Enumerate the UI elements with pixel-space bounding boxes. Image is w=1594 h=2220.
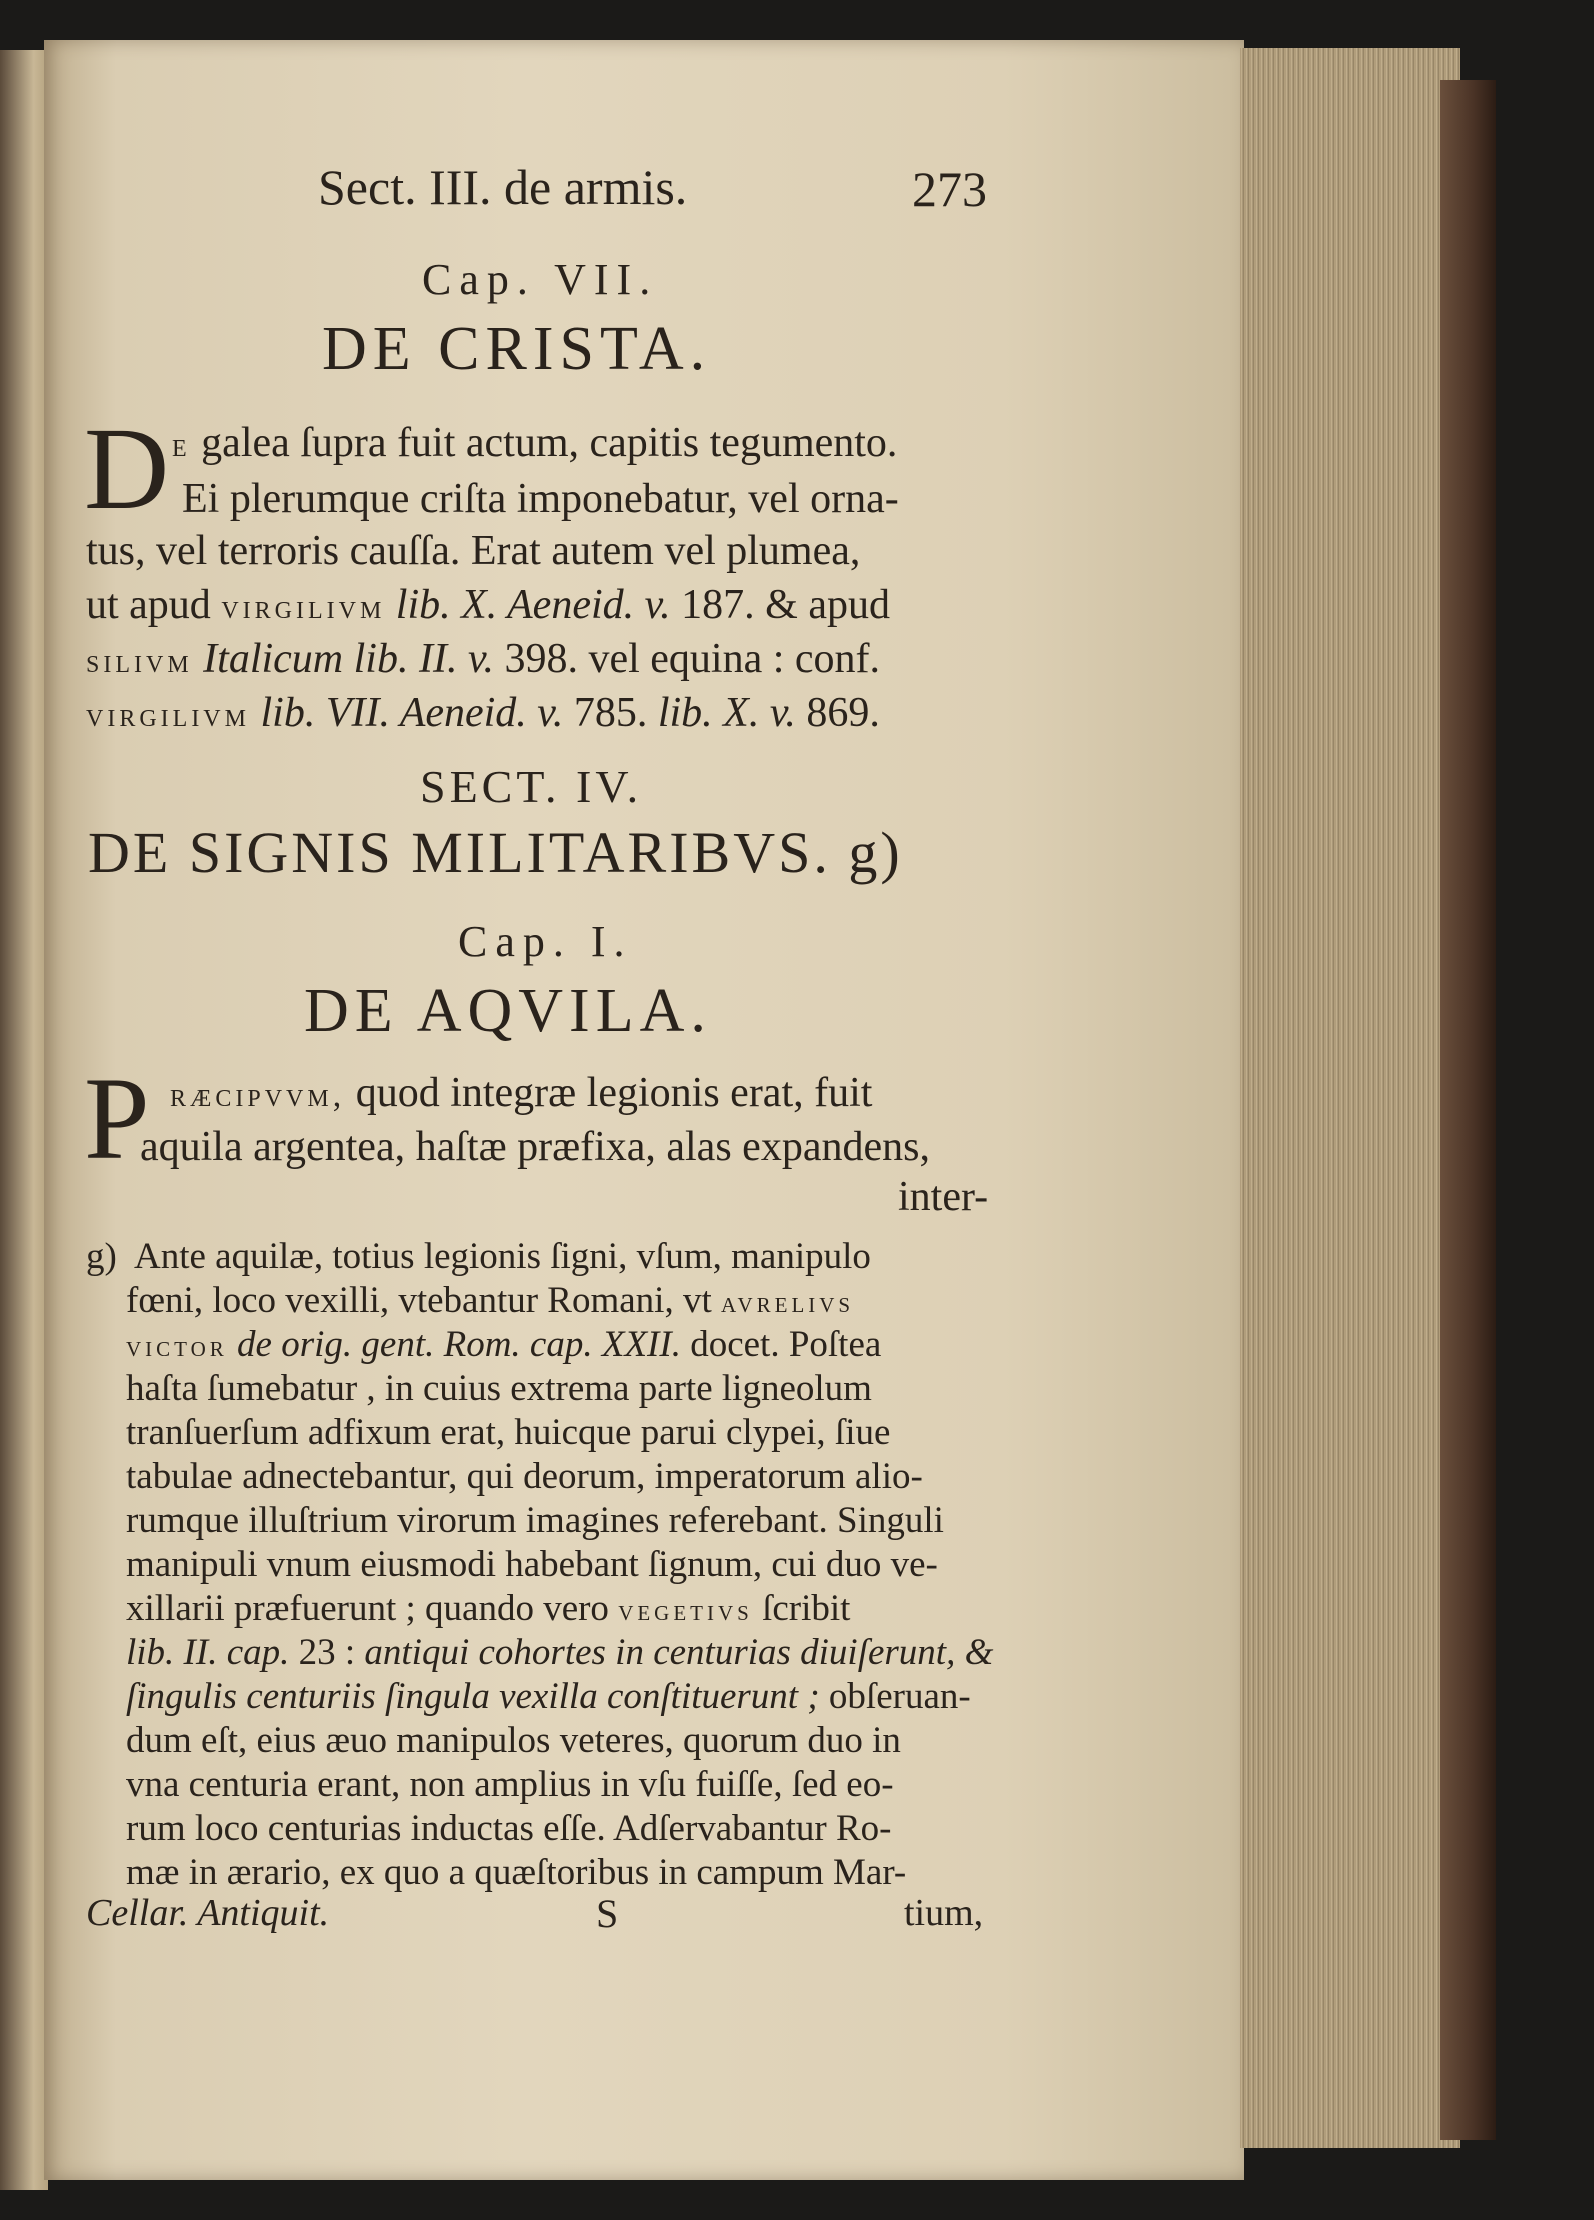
citation: ſingulis centuriis ſingula vexilla conſtituerunt ; xyxy=(126,1676,820,1717)
cap-number: I. xyxy=(590,917,633,966)
footnote-line: tranſuerſum adfixum erat, huicque parui clypei, ſiue xyxy=(126,1412,891,1453)
cap-label: Cap. xyxy=(458,917,572,966)
text-line xyxy=(86,638,880,680)
line-text: 23 : xyxy=(298,1632,356,1673)
book-cover-edge xyxy=(1440,80,1496,2140)
footnote-line xyxy=(126,1282,854,1319)
line-text: ut apud xyxy=(86,582,211,628)
line-text: xillarii præfuerunt ; quando vero xyxy=(126,1588,609,1629)
chapter-title: DE AQVILA. xyxy=(304,977,712,1045)
footnote-line: rum loco centurias inductas eſſe. Adſervabantur Ro- xyxy=(126,1808,892,1849)
footnote-line xyxy=(126,1326,881,1363)
line-text: galea ſupra fuit actum, capitis tegumento. xyxy=(201,420,898,466)
page-block-edges xyxy=(1240,48,1460,2148)
drop-capital: D xyxy=(84,403,170,534)
author-name: avrelivs xyxy=(720,1286,855,1319)
footer-author: Cellar. Antiquit. xyxy=(86,1892,330,1934)
citation: lib. X. Aeneid. v. xyxy=(395,582,671,628)
footnote-line: manipuli vnum eiusmodi habebant ſignum, cui duo ve- xyxy=(126,1544,938,1585)
running-head: Sect. III. de armis. xyxy=(318,159,688,215)
text-line: aquila argentea, haſtæ præfixa, alas expandens, xyxy=(140,1124,930,1170)
author-name: virgilivm xyxy=(86,697,250,734)
drop-capital: P xyxy=(84,1053,150,1184)
footnote-line: tabulae adnectebantur, qui deorum, imperatorum alio- xyxy=(126,1456,923,1497)
line-text: ſcribit xyxy=(762,1588,851,1629)
citation: de orig. gent. Rom. cap. XXII. xyxy=(237,1324,681,1365)
section-title xyxy=(88,820,903,885)
footer-catchword: tium, xyxy=(904,1892,984,1934)
footnote-line xyxy=(126,1634,993,1671)
citation: lib. VII. Aeneid. v. xyxy=(260,690,564,736)
small-caps-text: e xyxy=(172,427,191,464)
line-text: 398. vel equina : conf. xyxy=(504,636,881,682)
signature-mark: S xyxy=(596,1891,619,1936)
section-label: SECT. IV. xyxy=(420,761,643,812)
author-name: victor xyxy=(126,1330,228,1363)
cap-label: Cap. xyxy=(422,255,536,304)
line-text: 187. & apud xyxy=(681,582,890,628)
footnote-marker: g) xyxy=(86,1236,117,1277)
footnote-line: vna centuria erant, non amplius in vſu fuiſſe, ſed eo- xyxy=(126,1764,894,1805)
footnote-reference: g) xyxy=(848,820,903,885)
footnote-line: rumque illuſtrium virorum imagines referebant. Singuli xyxy=(126,1500,944,1541)
author-name: silivm xyxy=(86,643,193,680)
line-text: obſeruan- xyxy=(828,1676,971,1717)
footnote-line: dum eſt, eius æuo manipulos veteres, quorum duo in xyxy=(126,1720,901,1761)
citation: Italicum lib. II. v. xyxy=(203,636,494,682)
line-text: quod integræ legionis erat, fuit xyxy=(355,1070,873,1116)
line-text: fœni, loco vexilli, vtebantur Romani, vt xyxy=(126,1280,712,1321)
citation: lib. II. cap. xyxy=(126,1632,290,1673)
line-text: 869. xyxy=(806,690,880,736)
text-line: tus, vel terroris cauſſa. Erat autem vel plumea, xyxy=(86,528,861,574)
author-name: vegetivs xyxy=(618,1594,753,1627)
page-number: 273 xyxy=(912,161,987,217)
text-line: Ei plerumque criſta imponebatur, vel orna- xyxy=(182,476,899,522)
citation: antiqui cohortes in centurias diuiſerunt, & xyxy=(364,1632,994,1673)
section-title-text: DE SIGNIS MILITARIBVS. xyxy=(88,820,831,885)
cap-number: VII. xyxy=(554,255,659,304)
text-line xyxy=(172,422,897,464)
line-text: docet. Poſtea xyxy=(690,1324,882,1365)
footnote-line: mæ in ærario, ex quo a quæſtoribus in campum Mar- xyxy=(126,1852,907,1893)
author-name: virgilivm xyxy=(221,589,386,626)
footnote-line xyxy=(126,1590,850,1627)
chapter-heading xyxy=(458,917,633,966)
line-text: 785. xyxy=(573,690,648,736)
text-line xyxy=(86,692,880,734)
text-line xyxy=(86,584,890,626)
small-caps-text: ræcipvvm, xyxy=(170,1077,346,1114)
footnote-line xyxy=(126,1678,971,1715)
text-line xyxy=(170,1072,872,1114)
citation: lib. X. v. xyxy=(657,690,796,736)
catchword: inter- xyxy=(898,1174,989,1220)
chapter-heading xyxy=(422,255,659,304)
left-page-edge xyxy=(0,50,48,2190)
footnote-line: haſta ſumebatur , in cuius extrema parte ligneolum xyxy=(126,1368,872,1409)
chapter-title: DE CRISTA. xyxy=(322,315,712,383)
footnote-line: Ante aquilæ, totius legionis ſigni, vſum, manipulo xyxy=(134,1236,871,1277)
